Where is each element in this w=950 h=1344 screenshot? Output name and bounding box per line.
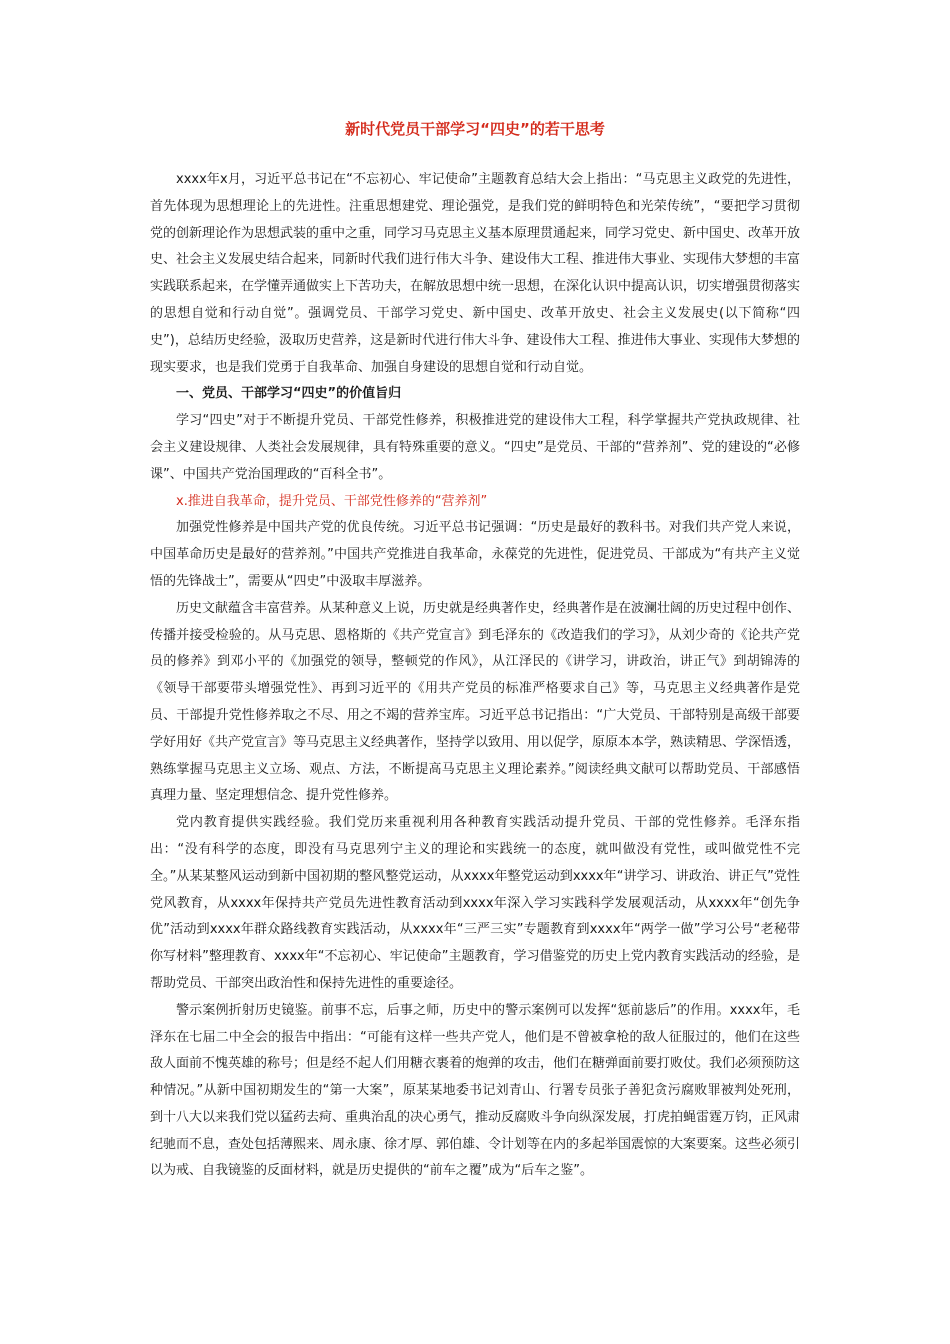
subsection-1-heading: x.推进自我革命，提升党员、干部党性修养的“营养剂” xyxy=(176,493,488,509)
paragraph-party-education: 党内教育提供实践经验。我们党历来重视利用各种教育实践活动提升党员、干部的党性修养。毛泽东指出：“没有科学的态度，即没有马克思列宁主义的理论和实践统一的态度，就叫做没有党性，或叫做党性不完全。”从某某整风运动到新中国初期的整风整党运动，从xxxx年整党运动到xxxx年“讲学习、讲政治、讲正气”党性党风教育，从xxxx年保持共产党员先进性教育活动到xxxx年深入学习实践科学发展观活动，从xxxx年“创先争优”活动到xxxx年群众路线教育实践活动，从xxxx年“三严三实”专题教育到xxxx年“两学一做”学习公号“老秘带你写材料”整理教育、xxxx年“不忘初心、牢记使命”主题教育，学习借鉴党的历史上党内教育实践活动的经验，是帮助党员、干部突出政治性和保持先进性的重要途径。 xyxy=(150,815,800,991)
paragraph-party-spirit: 加强党性修养是中国共产党的优良传统。习近平总书记强调：“历史是最好的教科书。对我们共产党人来说，中国革命历史是最好的营养剂。”中国共产党推进自我革命，永葆党的先进性，促进党员、干部成为“有共产主义觉悟的先锋战士”，需要从“四史”中汲取丰厚滋养。 xyxy=(150,520,800,589)
intro-paragraph: xxxx年x月，习近平总书记在“不忘初心、牢记使命”主题教育总结大会上指出：“马克思主义政党的先进性，首先体现为思想理论上的先进性。注重思想建党、理论强党，是我们党的鲜明特色和光荣传统”，“要把学习贯彻党的创新理论作为思想武装的重中之重，同学习马克思主义基本原理贯通起来，同学习党史、新中国史、改革开放史、社会主义发展史结合起来，同新时代我们进行伟大斗争、建设伟大工程、推进伟大事业、实现伟大梦想的丰富实践联系起来，在学懂弄通做实上下苦功夫，在解放思想中统一思想，在深化认识中提高认识，切实增强贯彻落实的思想自觉和行动自觉”。强调党员、干部学习党史、新中国史、改革开放史、社会主义发展史(以下简称“四史”)，总结历史经验，汲取历史营养，这是新时代进行伟大斗争、建设伟大工程、推进伟大事业、实现伟大梦想的现实要求，也是我们党勇于自我革命、加强自身建设的思想自觉和行动自觉。 xyxy=(150,172,801,375)
section-1-paragraph: 学习“四史”对于不断提升党员、干部党性修养，积极推进党的建设伟大工程，科学掌握共产党执政规律、社会主义建设规律、人类社会发展规律，具有特殊重要的意义。“四史”是党员、干部的“营养剂”、党的建设的“必修课”、中国共产党治国理政的“百科全书”。 xyxy=(150,413,800,482)
document-title: 新时代党员干部学习“四史”的若干思考 xyxy=(345,120,605,138)
paragraph-historical-documents: 历史文献蕴含丰富营养。从某种意义上说，历史就是经典著作史，经典著作是在波澜壮阔的历史过程中创作、传播并接受检验的。从马克思、恩格斯的《共产党宣言》到毛泽东的《改造我们的学习》，从刘少奇的《论共产党员的修养》到邓小平的《加强党的领导，整顿党的作风》，从江泽民的《讲学习，讲政治，讲正气》到胡锦涛的《领导干部要带头增强党性》、再到习近平的《用共产党员的标准严格要求自己》等，马克思主义经典著作是党员、干部提升党性修养取之不尽、用之不竭的营养宝库。习近平总书记指出：“广大党员、干部特别是高级干部要学好用好《共产党宣言》等马克思主义经典著作，坚持学以致用、用以促学，原原本本学，熟读精思、学深悟透，熟练掌握马克思主义立场、观点、方法，不断提高马克思主义理论素养。”阅读经典文献可以帮助党员、干部感悟真理力量、坚定理想信念、提升党性修养。 xyxy=(150,600,801,804)
section-1-heading: 一、党员、干部学习“四史”的价值旨归 xyxy=(176,386,402,402)
document-page xyxy=(150,118,800,1185)
paragraph-warning-cases: 警示案例折射历史镜鉴。前事不忘，后事之师，历史中的警示案例可以发挥“惩前毖后”的作用。xxxx年，毛泽东在七届二中全会的报告中指出：“可能有这样一些共产党人，他们是不曾被拿枪的敌人征服过的，他们在这些敌人面前不愧英雄的称号；但是经不起人们用糖衣裹着的炮弹的攻击，他们在糖弹面前要打败仗。我们必须预防这种情况。”从新中国初期发生的“第一大案”，原某某地委书记刘青山、行署专员张子善犯贪污腐败罪被判处死刑，到十八大以来我们党以猛药去疴、重典治乱的决心勇气，推动反腐败斗争向纵深发展，打虎拍蝇雷霆万钧，正风肃纪驰而不息，查处包括薄熙来、周永康、徐才厚、郭伯雄、令计划等在内的多起举国震惊的大案要案。这些必须引以为戒、自我镜鉴的反面材料，就是历史提供的“前车之覆”成为“后车之鉴”。 xyxy=(150,1002,801,1179)
